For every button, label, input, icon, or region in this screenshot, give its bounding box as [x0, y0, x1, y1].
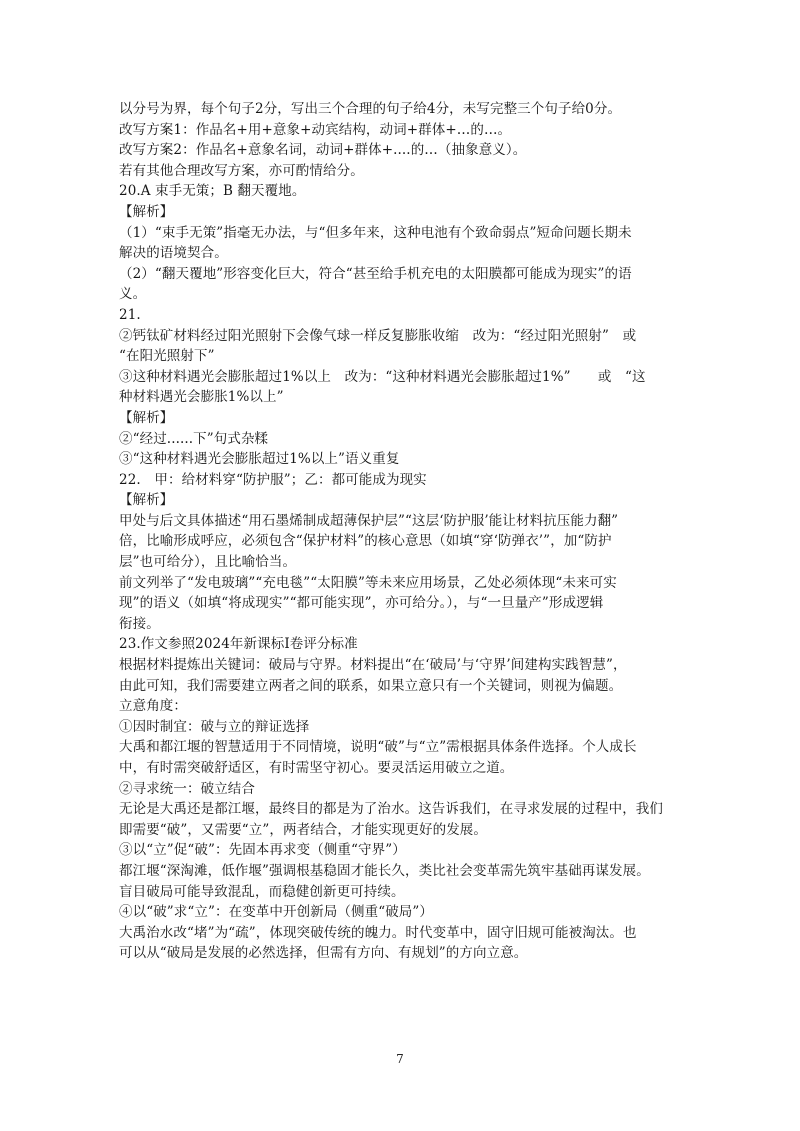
text-line: ③这种材料遇光会膨胀超过1%以上 改为：“这种材料遇光会膨胀超过1%” 或 “这 [119, 368, 646, 385]
answer-22: 22. 甲：给材料穿“防护服”；乙：都可能成为现实 [119, 471, 427, 488]
text-line: 由此可知，我们需要建立两者之间的联系，如果立意只有一个关键词，则视为偏题。 [119, 677, 623, 694]
text-line: 层”也可给分），且比喻恰当。 [119, 554, 297, 571]
answer-20: 20.A 束手无策；B 翻天覆地。 [119, 183, 306, 200]
answer-21: 21. [119, 306, 141, 323]
analysis-heading: 【解析】 [119, 409, 174, 426]
text-line: 改写方案2：作品名+意象名词，动词+群体+....的…（抽象意义）。 [119, 142, 527, 159]
text-line: ②“经过......下”句式杂糅 [119, 430, 269, 447]
text-line: （1）“束手无策”指毫无办法，与“但多年来，这种电池有个致命弱点”短命问题长期未 [119, 224, 632, 241]
text-line: 倍，比喻形成呼应，必须包含“保护材料”的核心意思（如填“穿‘防弹衣’”，加“防护 [119, 533, 612, 550]
angle-heading: ②寻求统一：破立结合 [119, 780, 255, 797]
text-line: 即需要“破”，又需要“立”，两者结合，才能实现更好的发展。 [119, 821, 488, 838]
text-line: 衔接。 [119, 615, 160, 632]
text-line: 现”的语义（如填“将成现实”“都可能实现”，亦可给分。），与“一旦量产”形成逻辑 [119, 595, 604, 612]
analysis-heading: 【解析】 [119, 492, 174, 509]
text-line: 改写方案1：作品名+用+意象+动宾结构，动词+群体+…的…。 [119, 121, 512, 138]
analysis-heading: 【解析】 [119, 203, 174, 220]
text-line: 前文列举了“发电玻璃”“充电毯”“太阳膜”等未来应用场景，乙处必须体现“未来可实 [119, 574, 617, 591]
text-line: ②钙钛矿材料经过阳光照射下会像气球一样反复膨胀收缩 改为：“经过阳光照射” 或 [119, 327, 637, 344]
text-line: 都江堰“深淘滩，低作堰”强调根基稳固才能长久，类比社会变革需先筑牢基础再谋发展。 [119, 862, 650, 879]
text-line: 立意角度： [119, 698, 187, 715]
text-line: ③“这种材料遇光会膨胀超过1%以上”语义重复 [119, 451, 400, 468]
text-line: 大禹治水改“堵”为“疏”，体现突破传统的魄力。时代变革中，固守旧规可能被淘汰。也 [119, 924, 637, 941]
text-line: 可以从“破局是发展的必然选择，但需有方向、有规划”的方向立意。 [119, 945, 528, 962]
page-number: 7 [396, 1052, 404, 1066]
text-line: 义。 [119, 286, 147, 303]
text-line: 中，有时需突破舒适区，有时需坚守初心。要灵活运用破立之道。 [119, 760, 514, 776]
text-line: 盲目破局可能导致混乱，而稳健创新更可持续。 [119, 883, 405, 900]
angle-heading: ③以“立”促“破”：先固本再求变（侧重“守界”） [119, 842, 406, 859]
text-line: 大禹和都江堰的智慧适用于不同情境，说明“破”与“立”需根据具体条件选择。个人成长 [119, 739, 637, 756]
text-line: 甲处与后文具体描述“用石墨烯制成超薄保护层”“这层‘防护服’能让材料抗压能力翻” [119, 512, 619, 529]
text-line: 无论是大禹还是都江堰，最终目的都是为了治水。这告诉我们，在寻求发展的过程中，我们 [119, 801, 663, 818]
text-line: 根据材料提炼出关键词：破局与守界。材料提出“在‘破局’与‘守界’间建构实践智慧”， [119, 657, 627, 674]
text-line: 种材料遇光会膨胀1%以上” [119, 389, 284, 406]
text-line: （2）“翻天覆地”形容变化巨大，符合“甚至给手机充电的太阳膜都可能成为现实”的语 [119, 265, 632, 282]
answer-key-text [119, 99, 681, 964]
text-line: “在阳光照射下” [119, 348, 215, 365]
answer-23: 23.作文参照2024年新课标Ⅰ卷评分标准 [119, 636, 358, 653]
text-line: 解决的语境契合。 [119, 245, 228, 262]
angle-heading: ①因时制宜：破与立的辩证选择 [119, 718, 310, 735]
angle-heading: ④以“破”求“立”：在变革中开创新局（侧重“破局”） [119, 904, 434, 921]
text-line: 以分号为界，每个句子2分，写出三个合理的句子给4分，未写完整三个句子给0分。 [119, 101, 622, 117]
text-line: 若有其他合理改写方案，亦可酌情给分。 [119, 162, 364, 179]
